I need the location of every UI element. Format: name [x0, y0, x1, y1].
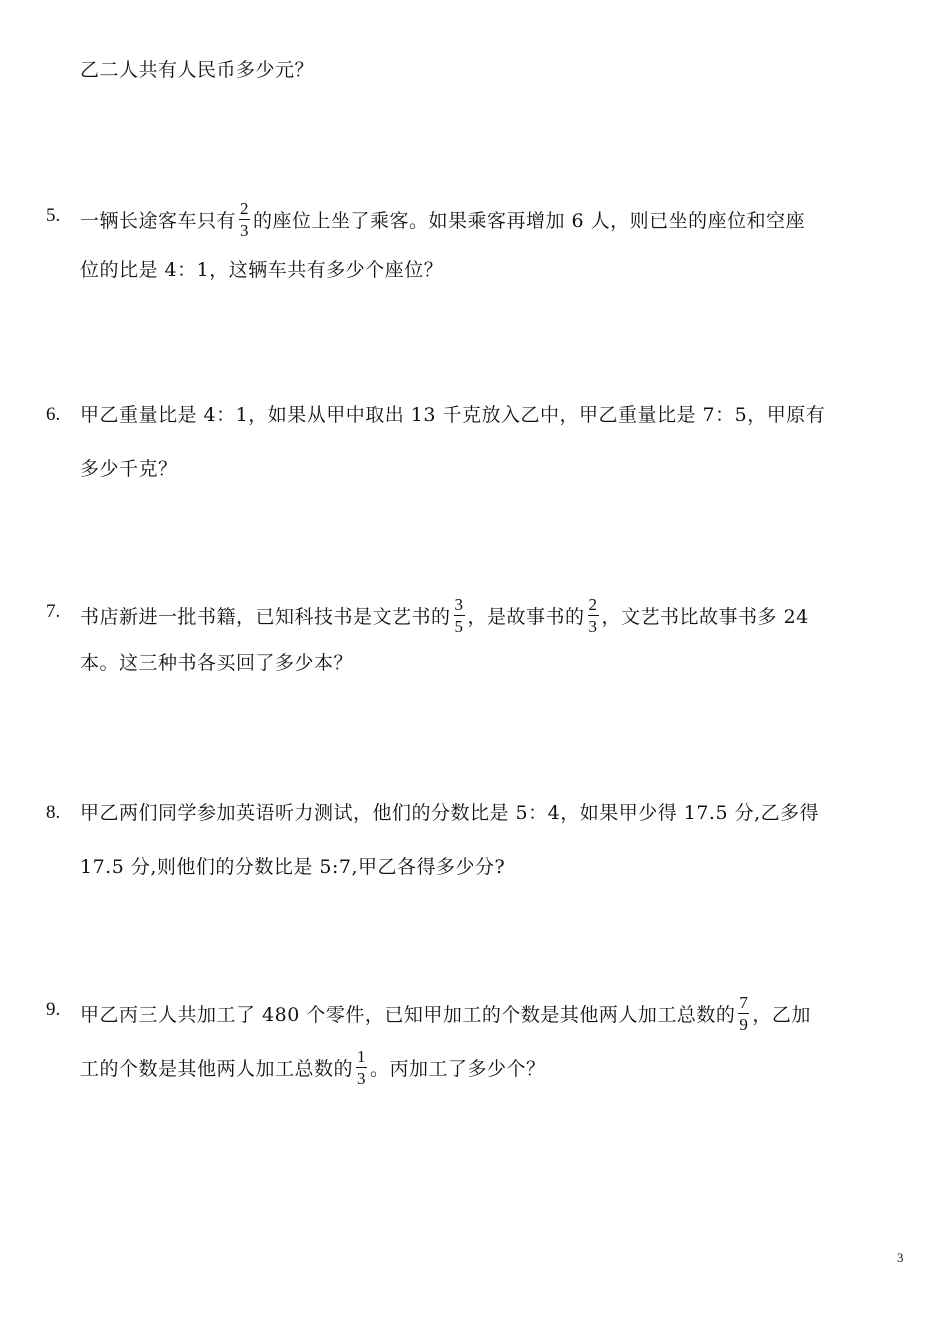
problem-number: 7. — [46, 601, 61, 622]
fraction-denominator: 5 — [454, 617, 464, 636]
page-number: 3 — [897, 1250, 904, 1265]
fraction-numerator: 2 — [588, 595, 598, 614]
problem-text-line-1 — [80, 595, 809, 638]
problem-text-segment: 书店新进一批书籍，已知科技书是文艺书的 — [80, 606, 451, 628]
fraction — [454, 596, 465, 636]
problem-number: 9. — [46, 999, 61, 1020]
fraction-numerator: 7 — [739, 993, 749, 1012]
problem-text-segment: 的座位上坐了乘客。如果乘客再增加 6 人，则已坐的座位和空座 — [253, 210, 806, 232]
problem-text-line-1 — [80, 199, 806, 242]
fraction — [738, 994, 749, 1034]
fraction-denominator: 3 — [357, 1069, 367, 1088]
problem-text-line-1: 甲乙两们同学参加英语听力测试，他们的分数比是 5：4，如果甲少得 17.5 分,乙多得 — [80, 802, 820, 824]
fraction-denominator: 9 — [739, 1015, 749, 1034]
fraction — [356, 1048, 367, 1088]
fraction-numerator: 3 — [454, 595, 464, 614]
problem-text-line-2: 17.5 分,则他们的分数比是 5:7,甲乙各得多少分? — [80, 856, 506, 878]
problem-text-line-2: 本。这三种书各买回了多少本？ — [80, 652, 354, 674]
problem-text-segment: ，是故事书的 — [467, 606, 585, 628]
problem-text-segment: ，文艺书比故事书多 24 — [601, 606, 809, 628]
problem-text-line-2 — [80, 1047, 546, 1090]
problem-text-line-1 — [80, 993, 811, 1036]
problem-text-segment: 甲乙丙三人共加工了 480 个零件，已知甲加工的个数是其他两人加工总数的 — [80, 1004, 736, 1026]
continuation-text: 乙二人共有人民币多少元？ — [80, 59, 315, 81]
problem-number: 8. — [46, 802, 61, 823]
fraction-numerator: 1 — [357, 1047, 367, 1066]
problem-number: 6. — [46, 404, 61, 425]
fraction-denominator: 3 — [240, 221, 250, 240]
problem-number: 5. — [46, 205, 61, 226]
fraction-denominator: 3 — [588, 617, 598, 636]
problem-text-line-1: 甲乙重量比是 4：1，如果从甲中取出 13 千克放入乙中，甲乙重量比是 7：5，甲原有 — [80, 404, 826, 426]
problem-text-segment: ，乙加 — [752, 1004, 811, 1026]
problem-text-segment: 工的个数是其他两人加工总数的 — [80, 1058, 354, 1080]
fraction-numerator: 2 — [240, 199, 250, 218]
problem-text-line-2: 位的比是 4：1，这辆车共有多少个座位？ — [80, 259, 444, 281]
problem-text-segment: 。丙加工了多少个？ — [370, 1058, 546, 1080]
fraction — [239, 200, 250, 240]
problem-text-segment: 一辆长途客车只有 — [80, 210, 237, 232]
fraction — [588, 596, 599, 636]
problem-text-line-2: 多少千克？ — [80, 458, 178, 480]
